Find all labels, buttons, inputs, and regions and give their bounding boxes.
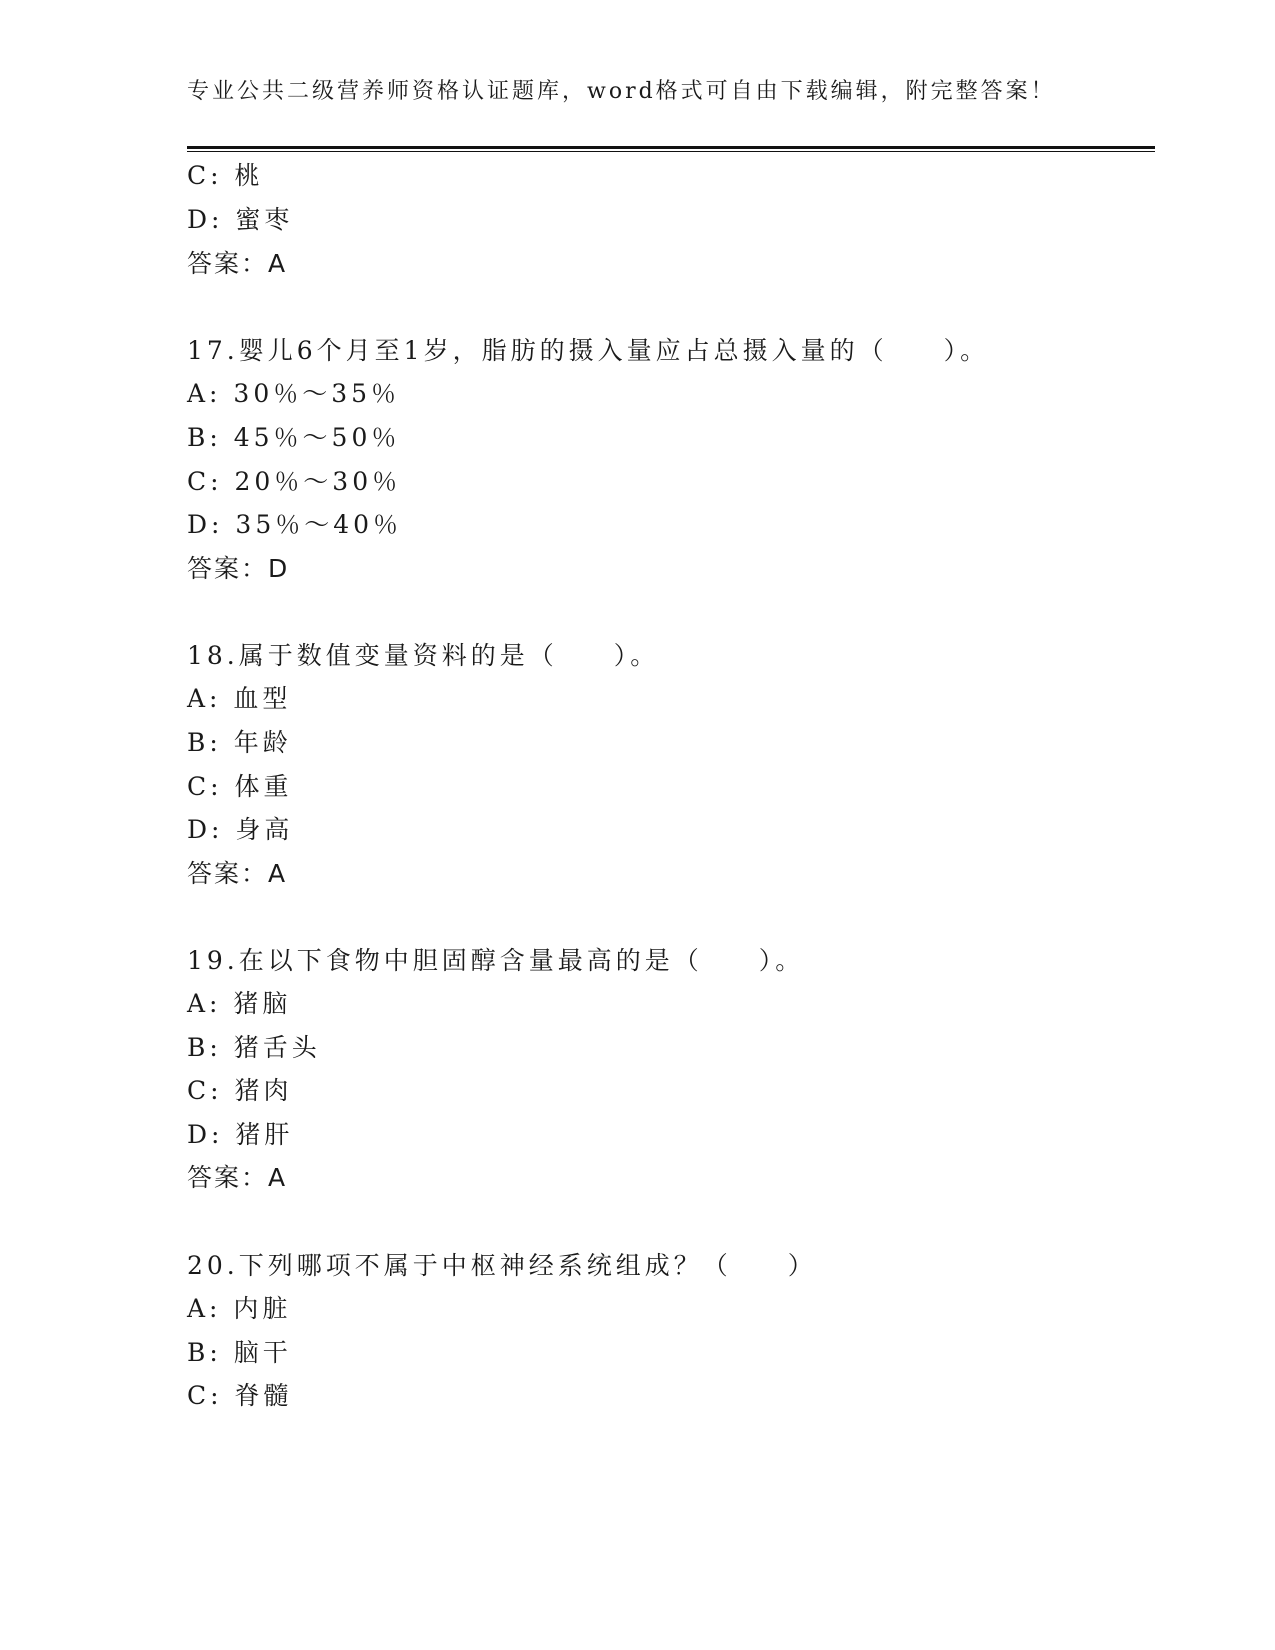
option-d: D: 35％～40％ bbox=[187, 510, 403, 539]
answer: 答案：D bbox=[187, 554, 290, 583]
option-c: C: 桃 bbox=[187, 161, 264, 190]
option-a: A: 猪脑 bbox=[187, 989, 292, 1018]
option-b: B: 猪舌头 bbox=[187, 1033, 321, 1062]
option-c: C: 体重 bbox=[187, 772, 293, 801]
answer: 答案：A bbox=[187, 1163, 288, 1192]
header-title: 专业公共二级营养师资格认证题库，word格式可自由下载编辑，附完整答案！ bbox=[187, 79, 1056, 104]
option-b: B: 脑干 bbox=[187, 1338, 292, 1367]
question-stem: 20.下列哪项不属于中枢神经系统组成？（ ） bbox=[187, 1251, 817, 1280]
answer: 答案：A bbox=[187, 249, 288, 278]
option-c: C: 脊髓 bbox=[187, 1381, 293, 1410]
header-rule-thin bbox=[187, 151, 1155, 152]
option-d: D: 身高 bbox=[187, 815, 294, 844]
option-b: B: 45％～50％ bbox=[187, 423, 401, 452]
option-d: D: 蜜枣 bbox=[187, 205, 294, 234]
option-a: A: 血型 bbox=[187, 684, 292, 713]
question-stem: 19.在以下食物中胆固醇含量最高的是（ ）。 bbox=[187, 946, 805, 975]
option-c: C: 猪肉 bbox=[187, 1076, 293, 1105]
question-stem: 17.婴儿6个月至1岁，脂肪的摄入量应占总摄入量的（ ）。 bbox=[187, 336, 990, 365]
option-d: D: 猪肝 bbox=[187, 1120, 294, 1149]
question-stem: 18.属于数值变量资料的是（ ）。 bbox=[187, 641, 660, 670]
option-a: A: 30％～35％ bbox=[187, 379, 401, 408]
option-a: A: 内脏 bbox=[187, 1294, 292, 1323]
option-b: B: 年龄 bbox=[187, 728, 292, 757]
header-rule bbox=[187, 146, 1155, 149]
option-c: C: 20％～30％ bbox=[187, 467, 402, 496]
answer: 答案：A bbox=[187, 859, 288, 888]
